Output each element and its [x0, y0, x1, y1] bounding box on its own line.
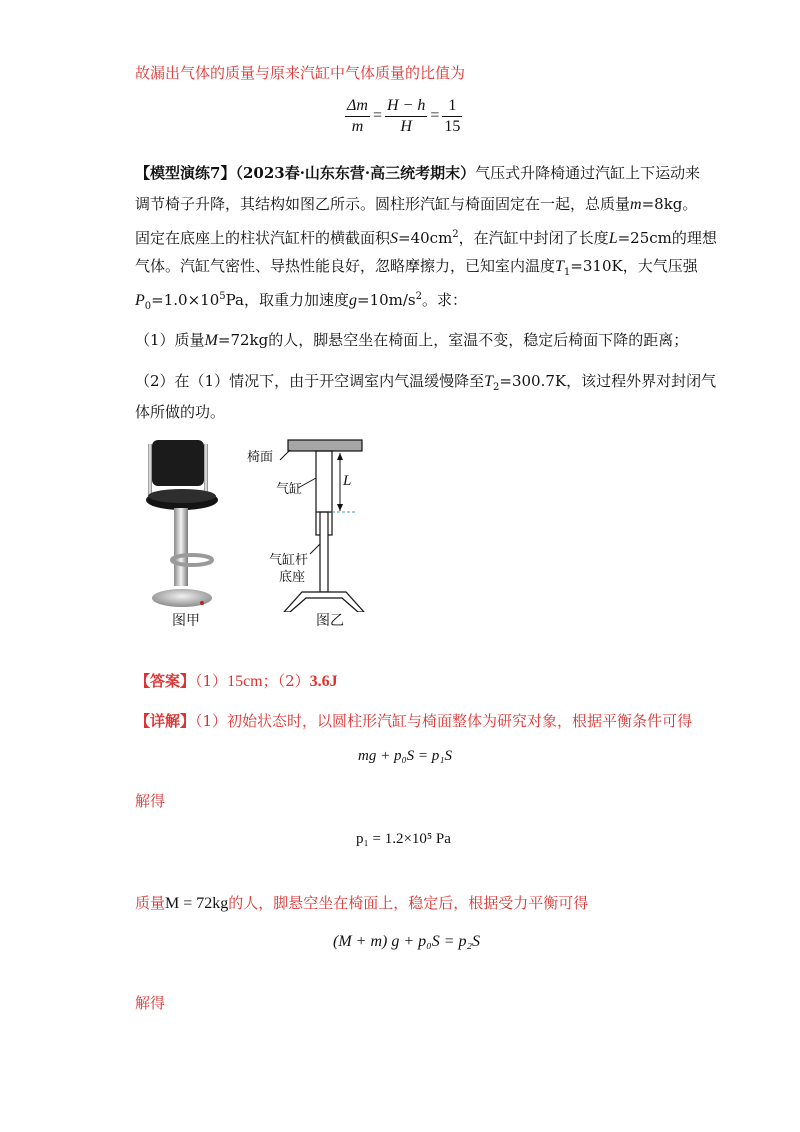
solve-label-2: 解得 — [135, 994, 166, 1012]
frac-num: 1 — [442, 96, 462, 117]
frac-den: H — [400, 118, 412, 135]
figure-caption-left: 图甲 — [172, 613, 200, 629]
detail-line — [135, 706, 692, 736]
problem-line-2 — [135, 189, 697, 220]
problem-source: （2023春·山东东营·高三统考期末） — [235, 164, 476, 182]
frac-num: Δm — [345, 96, 370, 117]
problem-line-5: $P_0=1.0\times 10^5Pa$，取重力加速度$g=10m/s^2$。求： — [135, 291, 468, 312]
problem-text: ，在汽缸中封闭了长度 — [458, 229, 609, 247]
diagram-rod — [320, 512, 328, 592]
answer-line — [135, 666, 338, 697]
answer-separator: ； — [262, 672, 278, 690]
diagram-label-seat: 椅面 — [247, 450, 274, 465]
problem-tag: 【模型演练7】 — [135, 164, 236, 182]
diagram-label-L: L — [343, 473, 352, 489]
problem-text: 气体。汽缸气密性、导热性能良好，忽略摩擦力，已知室内温度 — [135, 257, 556, 275]
mass-line — [135, 888, 588, 919]
problem-text: 。求： — [422, 291, 468, 309]
var-T1: T — [555, 258, 564, 275]
answer-value-2: 3.6J — [309, 673, 338, 690]
chair-photo — [140, 438, 235, 613]
var-S: S — [390, 230, 399, 247]
var-P0: P — [135, 292, 145, 309]
mass-equation: M = 72kg — [165, 895, 229, 912]
problem-text: =1.0×10 — [151, 291, 220, 309]
solve-label-1: 解得 — [135, 792, 166, 810]
mass-text: 的人，脚悬空坐在椅面上，稳定后，根据受力平衡可得 — [228, 894, 589, 912]
var-M: M — [204, 332, 218, 349]
detail-text: （1）初始状态时，以圆柱形汽缸与椅面整体为研究对象，根据平衡条件可得 — [195, 712, 693, 730]
problem-text: =8kg。 — [641, 195, 698, 213]
chair-column — [174, 508, 188, 586]
intro-text: 故漏出气体的质量与原来汽缸中气体质量的比值为 — [135, 64, 466, 82]
ratio-equation: $\frac{\Delta m}{m}$ = $\frac{H - h}{H}$ = $\frac{1}{15}$ — [347, 97, 461, 135]
problem-text: 固定在底座上的柱状汽缸杆的横截面积 — [135, 229, 391, 247]
intro-line — [135, 58, 465, 88]
equation-1: mg + p₀S = p₁S — [358, 748, 453, 764]
figure-caption-right: 图乙 — [316, 613, 344, 629]
question-2-cont — [135, 397, 225, 427]
fraction-h — [385, 96, 427, 137]
var-m: m — [630, 196, 642, 213]
equation-2: p₁ = 1.2×10⁵ Pa — [356, 831, 451, 847]
answer-part-1: （1） — [195, 672, 228, 690]
question-text: （2）在（1）情况下，由于开空调室内气温缓慢降至 — [135, 372, 485, 390]
problem-text: 气压式升降椅通过汽缸上下运动来 — [475, 164, 701, 182]
fraction-1-15 — [442, 96, 462, 137]
frac-den: m — [351, 118, 364, 135]
question-text: （1）质量 — [135, 331, 205, 349]
var-g: g — [349, 292, 357, 309]
answer-tag: 【答案】 — [135, 672, 196, 690]
question-text: =72kg的人，脚悬空坐在椅面上，室温不变，稳定后椅面下降的距离； — [217, 331, 689, 349]
diagram-seat — [288, 440, 362, 451]
diagram-label-base: 底座 — [279, 570, 306, 585]
question-2: （2）在（1）情况下，由于开空调室内气温缓慢降至$T_2=300.7K$，该过程外界对封闭气 — [135, 372, 717, 393]
fraction-dm-m — [345, 96, 370, 137]
chair-backrest — [152, 440, 204, 486]
answer-part-2: （2） — [277, 672, 310, 690]
answer-value-1: 15cm — [227, 673, 263, 690]
problem-line-3: 固定在底座上的柱状汽缸杆的横截面积$S=40cm^2$，在汽缸中封闭了长度L=25cm的理想 — [135, 229, 717, 247]
var-L: L — [608, 230, 618, 247]
var-T2: T — [484, 373, 493, 390]
mass-text: 质量 — [135, 894, 166, 912]
equation-3: (M + m) g + p₀S = p₂S — [333, 933, 481, 950]
frac-den: 15 — [444, 118, 461, 135]
detail-tag: 【详解】 — [135, 712, 196, 730]
diagram-label-cylinder: 气缸 — [276, 482, 303, 497]
question-text: 体所做的功。 — [135, 403, 226, 421]
frac-num: H − h — [385, 96, 427, 117]
question-text: =300.7K，该过程外界对封闭气 — [499, 372, 717, 390]
problem-text: 调节椅子升降，其结构如图乙所示。圆柱形汽缸与椅面固定在一起，总质量 — [135, 195, 631, 213]
problem-text: Pa，取重力加速度 — [225, 291, 349, 309]
problem-line-1 — [135, 158, 700, 188]
problem-text: =40cm — [398, 229, 453, 247]
diagram-label-rod: 气缸杆 — [269, 553, 309, 568]
problem-text: =10m/s — [357, 291, 416, 309]
problem-line-4: 气体。汽缸气密性、导热性能良好，忽略摩擦力，已知室内温度$T_1=310K$，大气压强 — [135, 257, 698, 278]
question-1 — [135, 325, 688, 356]
problem-text: =310K，大气压强 — [570, 257, 698, 275]
problem-text: =25cm的理想 — [617, 229, 717, 247]
